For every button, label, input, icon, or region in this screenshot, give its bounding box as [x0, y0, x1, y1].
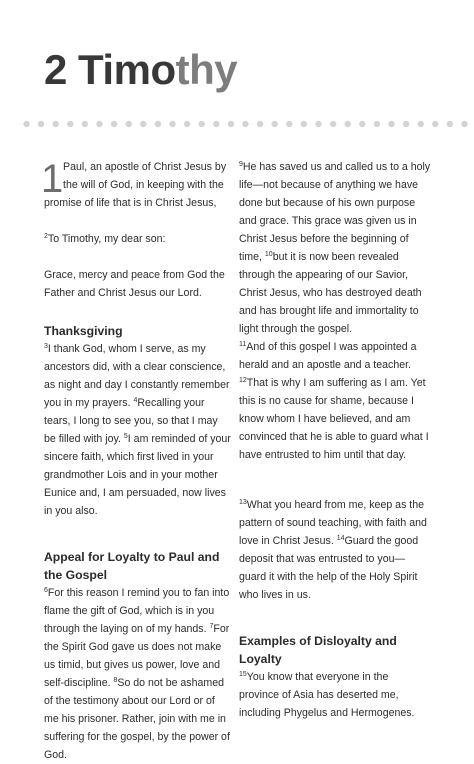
divider-dot — [82, 121, 88, 127]
verse-text: I am reminded of your sincere faith, which first lived in your grandmother Lois and in your mother Eunice and, I am persuaded, now lives in you also. — [44, 433, 231, 517]
divider-dot — [345, 121, 351, 127]
divider-dot — [140, 121, 146, 127]
left-column — [41, 157, 232, 764]
divider-dot — [111, 121, 117, 127]
verse-text: For the Spirit God gave us does not make us timid, but gives us power, love and self-discipline. — [44, 623, 230, 689]
verse-text: He has saved us and called us to a holy life—not because of anything we have done but because of his own purpose and grace. This grace was given us in Christ Jesus before the beginning of time, — [239, 161, 431, 263]
divider-dot — [67, 121, 73, 127]
verse-number: 5 — [123, 433, 128, 440]
divider-dot — [126, 121, 132, 127]
verses-9-10 — [239, 158, 431, 338]
verse-2 — [44, 230, 232, 248]
divider-dot — [272, 121, 278, 127]
verse-number: 3 — [44, 343, 48, 350]
verse-1 — [41, 157, 232, 212]
divider-dot — [96, 121, 102, 127]
verses-6-8 — [44, 584, 232, 764]
verse-number: 7 — [209, 623, 214, 630]
divider-dot — [286, 121, 292, 127]
verse-text: For this reason I remind you to fan into flame the gift of God, which is in you through the laying on of my hands. — [44, 587, 230, 635]
verse-number: 10 — [264, 251, 273, 258]
verse-text: I thank God, whom I serve, as my ancestors did, with a clear conscience, as night and day I constantly remember you in my prayers. — [44, 343, 230, 409]
divider-dot — [23, 121, 29, 127]
verse-number: 6 — [44, 587, 48, 594]
verses-13-14 — [239, 496, 431, 604]
divider-dot — [447, 121, 453, 127]
book-title — [44, 46, 237, 94]
verse-11 — [239, 338, 431, 374]
divider-dot — [461, 121, 467, 127]
verse-number: 9 — [239, 161, 243, 168]
divider-dot — [169, 121, 175, 127]
verse-number: 4 — [133, 397, 138, 404]
divider-dot — [374, 121, 380, 127]
right-column — [239, 158, 431, 722]
verse-1-line-1: Paul, an apostle of Christ Jesus by — [63, 161, 227, 173]
divider-dot — [418, 121, 424, 127]
verse-text: To Timothy, my dear son: — [47, 233, 166, 245]
divider-dot — [199, 121, 205, 127]
section-heading-thanksgiving: Thanksgiving — [44, 324, 123, 338]
verse-number: 8 — [113, 677, 118, 684]
chapter-number: 1 — [41, 157, 64, 201]
verse-text: That is why I am suffering as I am. Yet this is no cause for shame, because I know whom I have believed, and am convinced that he is able to guard what I have entrusted to him until that day. — [239, 377, 429, 461]
verse-number: 15 — [239, 671, 247, 678]
divider-dot — [315, 121, 321, 127]
verse-number: 12 — [239, 377, 247, 384]
verse-text: And of this gospel I was appointed a herald and an apostle and a teacher. — [239, 341, 417, 371]
verse-number: 2 — [44, 233, 48, 240]
divider-dot — [432, 121, 438, 127]
verse-text: So do not be ashamed of the testimony about our Lord or of me his prisoner. Rather, join with me in suffering for the gospel, by the power of God. — [44, 677, 230, 761]
verses-3-5 — [44, 340, 232, 520]
section-heading-appeal: Appeal for Loyalty to Paul and the Gospel — [44, 550, 220, 582]
dot-row — [23, 120, 474, 128]
divider-dot — [155, 121, 161, 127]
verse-text: Guard the good deposit that was entrusted to you—guard it with the help of the Holy Spirit who lives in us. — [239, 535, 419, 601]
divider-dot — [359, 121, 365, 127]
divider-dot — [53, 121, 59, 127]
divider-dot — [330, 121, 336, 127]
verse-number: 14 — [336, 535, 345, 542]
divider-dot — [228, 121, 234, 127]
verse-number: 11 — [239, 341, 247, 348]
greeting: Grace, mercy and peace from God the Father and Christ Jesus our Lord. — [44, 269, 225, 299]
verse-number: 13 — [239, 499, 247, 506]
divider-dot — [184, 121, 190, 127]
divider-dot — [213, 121, 219, 127]
verse-text: What you heard from me, keep as the pattern of sound teaching, with faith and love in Christ Jesus. — [239, 499, 427, 547]
verse-text: Recalling your tears, I long to see you, so that I may be filled with joy. — [44, 397, 218, 445]
divider-dot — [242, 121, 248, 127]
dotted-divider — [23, 120, 474, 128]
verse-1-line-2: the will of God, in keeping with the — [63, 179, 224, 191]
section-heading-examples: Examples of Disloyalty and Loyalty — [239, 634, 397, 666]
divider-dot — [403, 121, 409, 127]
verse-text: but it is now been revealed through the appearing of our Savior, Christ Jesus, who has destroyed death and has brought life and immortality to light through the gospel. — [239, 251, 422, 335]
divider-dot — [38, 121, 44, 127]
verse-15 — [239, 668, 431, 722]
verse-12 — [239, 374, 431, 464]
verse-text: You know that everyone in the province of Asia has deserted me, including Phygelus and Hermogenes. — [239, 671, 415, 719]
verse-1-line-3: promise of life that is in Christ Jesus, — [44, 197, 217, 209]
divider-dot — [301, 121, 307, 127]
divider-dot — [388, 121, 394, 127]
book-title-main: 2 Timo — [44, 46, 176, 93]
divider-dot — [257, 121, 263, 127]
book-title-faded: thy — [175, 46, 238, 93]
